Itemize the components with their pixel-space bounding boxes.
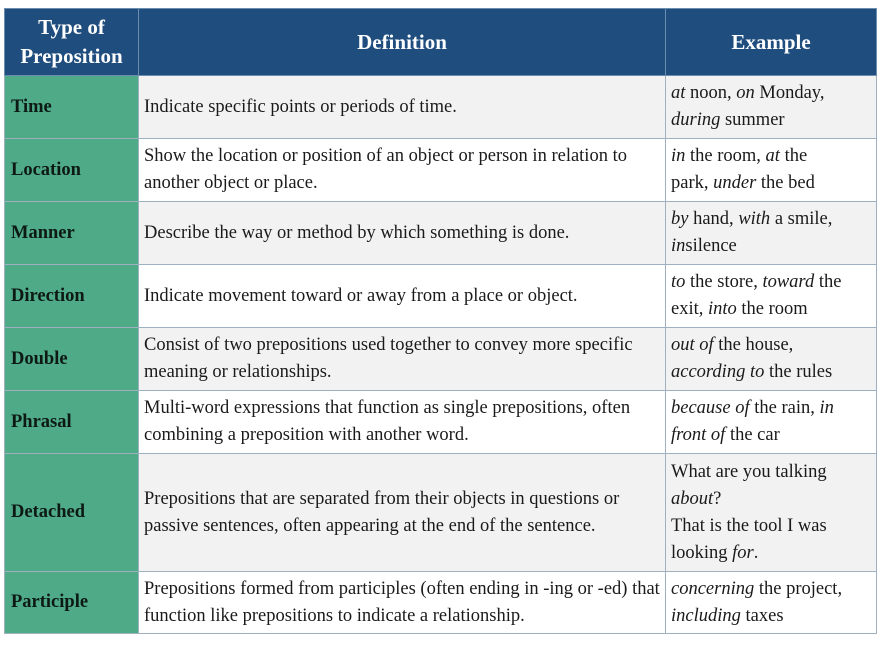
example-preposition: to (671, 272, 686, 292)
example-line (671, 269, 871, 296)
example-text: That is the tool I was (671, 515, 827, 536)
example-preposition: with (738, 209, 771, 229)
type-cell: Manner (5, 202, 139, 265)
example-preposition: at (765, 146, 780, 166)
example-text: taxes (740, 605, 784, 626)
example-line (671, 332, 871, 359)
example-preposition: in (671, 236, 686, 256)
example-text: exit, (671, 299, 708, 319)
definition-cell: Consist of two prepositions used together to convey more specific meaning or relationships. (139, 328, 666, 391)
example-text: the store, (685, 272, 763, 292)
example-cell (666, 572, 877, 634)
example-text: looking (671, 542, 733, 563)
example-text: the rain, (749, 398, 820, 418)
type-cell: Phrasal (5, 391, 139, 454)
example-cell (666, 454, 877, 572)
table-row (5, 572, 877, 634)
example-preposition: in (671, 146, 686, 166)
example-preposition: out of (671, 335, 714, 355)
definition-cell: Prepositions that are separated from their objects in questions or passive sentences, often appearing at the end of the sentence. (139, 454, 666, 572)
example-preposition: for (732, 542, 754, 563)
example-text: the rules (764, 362, 833, 382)
example-text: Monday, (754, 83, 825, 103)
definition-cell: Multi-word expressions that function as single prepositions, often combining a preposition with another word. (139, 391, 666, 454)
example-preposition: including (671, 605, 741, 626)
example-text: . (753, 542, 759, 563)
example-line (671, 296, 871, 323)
example-cell (666, 139, 877, 202)
example-text: ? (713, 488, 722, 509)
example-cell (666, 202, 877, 265)
type-cell: Participle (5, 572, 139, 634)
definition-cell: Indicate specific points or periods of time. (139, 76, 666, 139)
example-text: silence (685, 236, 737, 256)
example-cell (666, 391, 877, 454)
example-preposition: according to (671, 362, 765, 382)
example-text: the project, (754, 578, 843, 599)
table-row (5, 328, 877, 391)
example-line (671, 206, 871, 233)
example-preposition: into (708, 299, 737, 319)
prepositions-table (4, 8, 877, 634)
example-text: the car (725, 425, 780, 445)
example-text: the (779, 146, 808, 166)
table-row (5, 202, 877, 265)
example-preposition: about (671, 488, 714, 509)
example-line (671, 603, 871, 630)
example-text: the (814, 272, 842, 292)
example-cell (666, 328, 877, 391)
example-text: the room (736, 299, 808, 319)
example-line (671, 233, 871, 260)
example-text: the house, (713, 335, 794, 355)
table-row (5, 454, 877, 572)
example-text: summer (720, 110, 785, 130)
example-line (671, 359, 871, 386)
example-preposition: on (736, 83, 755, 103)
example-preposition: during (671, 110, 721, 130)
definition-cell: Show the location or position of an object or person in relation to another object or place. (139, 139, 666, 202)
example-preposition: in (819, 398, 834, 418)
example-preposition: by (671, 209, 689, 229)
type-cell: Time (5, 76, 139, 139)
example-line (671, 170, 871, 197)
example-preposition: toward (762, 272, 815, 292)
type-cell: Detached (5, 454, 139, 572)
example-text: noon, (685, 83, 737, 103)
header-example: Example (666, 9, 877, 76)
example-line (671, 540, 871, 567)
example-line (671, 513, 871, 540)
example-line (671, 80, 871, 107)
example-text: the bed (756, 173, 815, 193)
example-cell (666, 265, 877, 328)
example-preposition: concerning (671, 578, 755, 599)
example-line (671, 143, 871, 170)
example-preposition: because of (671, 398, 750, 418)
example-text: a smile, (770, 209, 833, 229)
example-preposition: under (713, 173, 757, 193)
type-cell: Direction (5, 265, 139, 328)
definition-cell: Describe the way or method by which something is done. (139, 202, 666, 265)
example-text: What are you talking (671, 461, 827, 482)
example-text: hand, (688, 209, 739, 229)
table-row (5, 139, 877, 202)
header-row (5, 9, 877, 76)
example-line (671, 107, 871, 134)
header-definition: Definition (139, 9, 666, 76)
example-preposition: at (671, 83, 686, 103)
example-preposition: front of (671, 425, 726, 445)
example-text: park, (671, 173, 714, 193)
example-line (671, 576, 871, 603)
example-line (671, 395, 871, 422)
header-type: Type of Preposition (5, 9, 139, 76)
type-cell: Location (5, 139, 139, 202)
example-line (671, 422, 871, 449)
table-row (5, 391, 877, 454)
table-row (5, 76, 877, 139)
example-line (671, 486, 871, 513)
example-line (671, 459, 871, 486)
example-text: the room, (685, 146, 766, 166)
definition-cell: Indicate movement toward or away from a place or object. (139, 265, 666, 328)
type-cell: Double (5, 328, 139, 391)
example-cell (666, 76, 877, 139)
definition-cell: Prepositions formed from participles (often ending in -ing or -ed) that function like prepositions to indicate a relationship. (139, 572, 666, 634)
table-row (5, 265, 877, 328)
